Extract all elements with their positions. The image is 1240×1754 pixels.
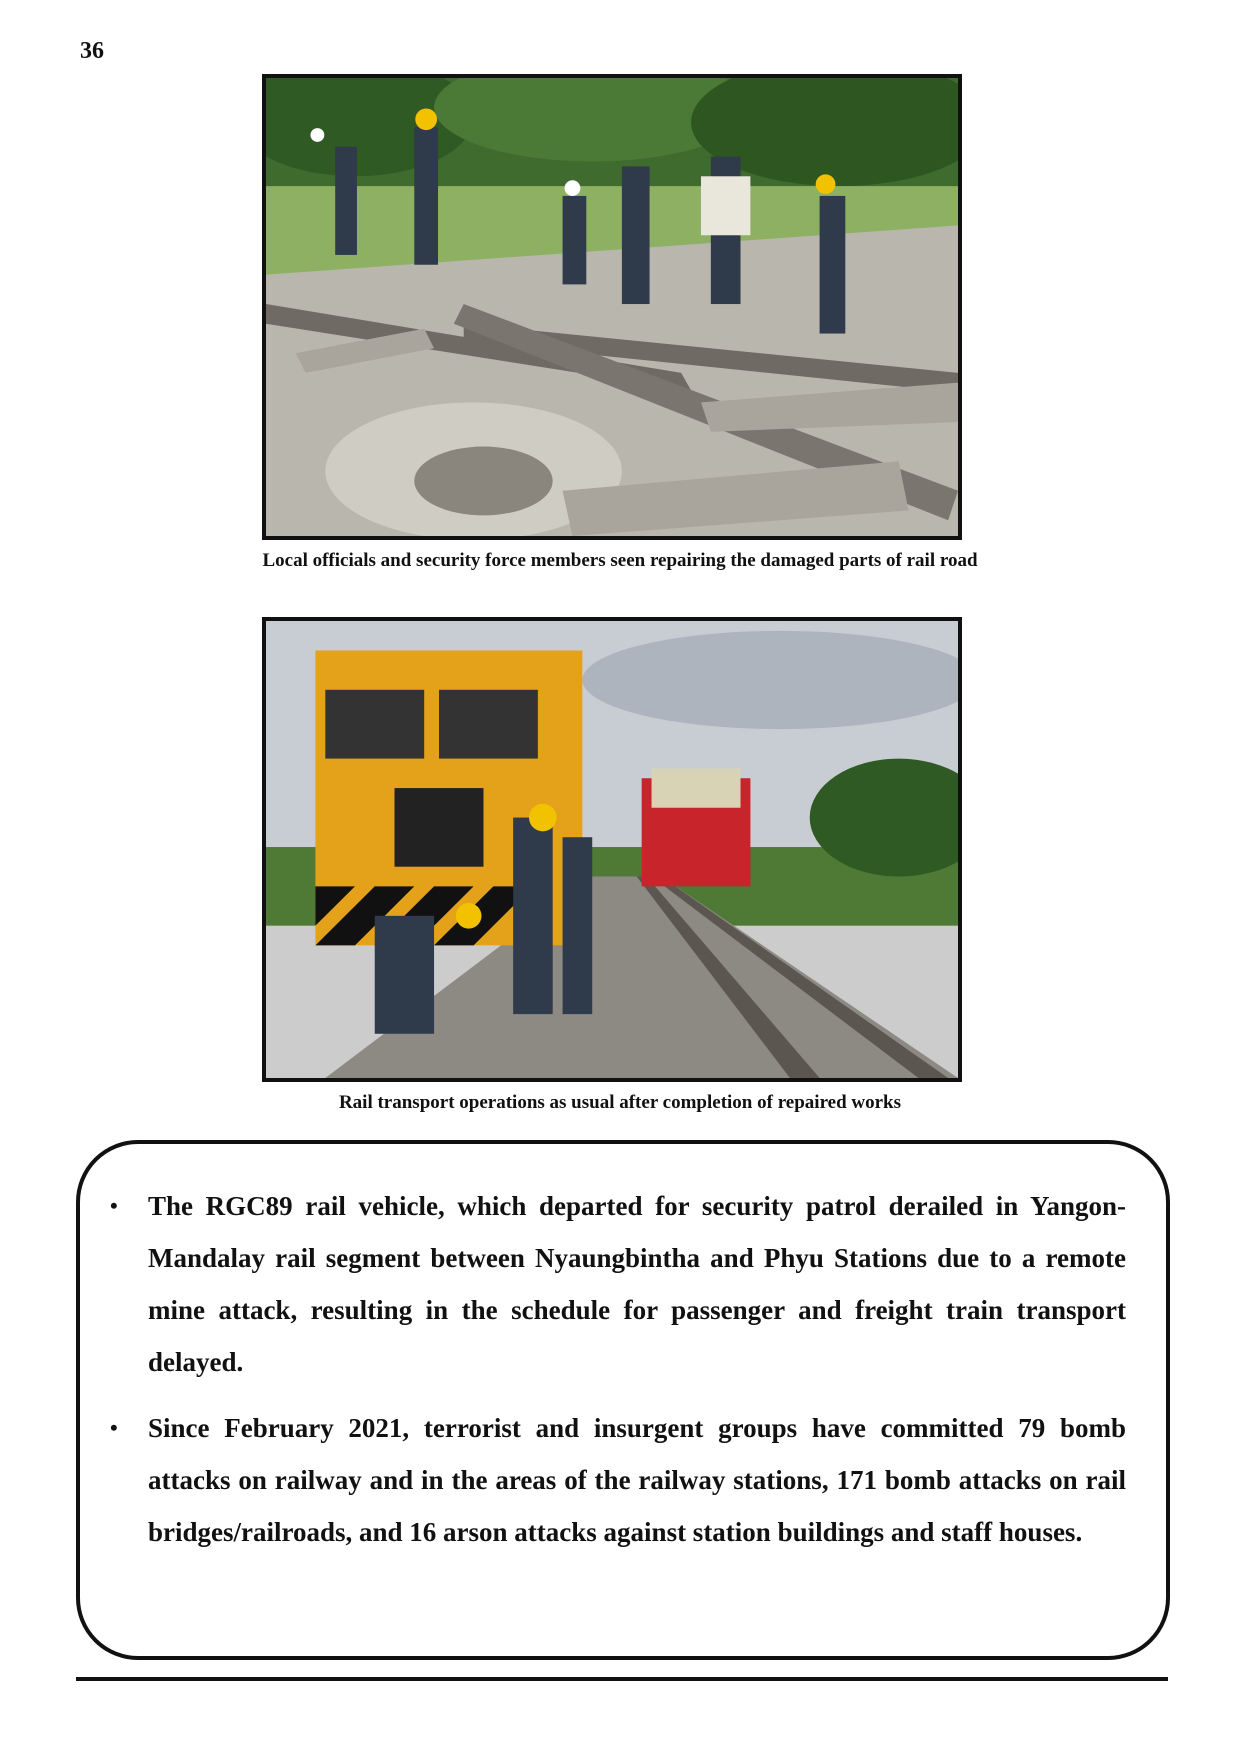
rail-repair-photo [262, 74, 962, 540]
page-number: 36 [80, 38, 104, 64]
info-bullet-2 [110, 1402, 1126, 1558]
locomotive-illustration [266, 621, 958, 1078]
info-bullet-list [110, 1180, 1126, 1572]
info-bullet-1 [110, 1180, 1126, 1388]
info-bullet-text-1: The RGC89 rail vehicle, which departed for security patrol derailed in Yangon-Mandalay rail segment between Nyaungbintha and Phyu Stations due to a remote mine attack, resulting in the schedule for passenger and freight train transport delayed. [148, 1191, 1126, 1377]
bullet-dot-icon: • [110, 1193, 118, 1218]
figure-caption-2: Rail transport operations as usual after completion of repaired works [338, 1092, 902, 1113]
footer-rule [76, 1677, 1168, 1681]
figure-caption-1: Local officials and security force members seen repairing the damaged parts of rail road [262, 550, 978, 571]
locomotive-photo [262, 617, 962, 1082]
info-bullet-text-2: Since February 2021, terrorist and insurgent groups have committed 79 bomb attacks on railway and in the areas of the railway stations, 171 bomb attacks on rail bridges/railroads, and 16 arson attacks against station buildings and staff houses. [148, 1413, 1126, 1547]
info-box [76, 1140, 1170, 1660]
rail-repair-illustration [266, 78, 958, 536]
bullet-dot-icon: • [110, 1415, 118, 1440]
